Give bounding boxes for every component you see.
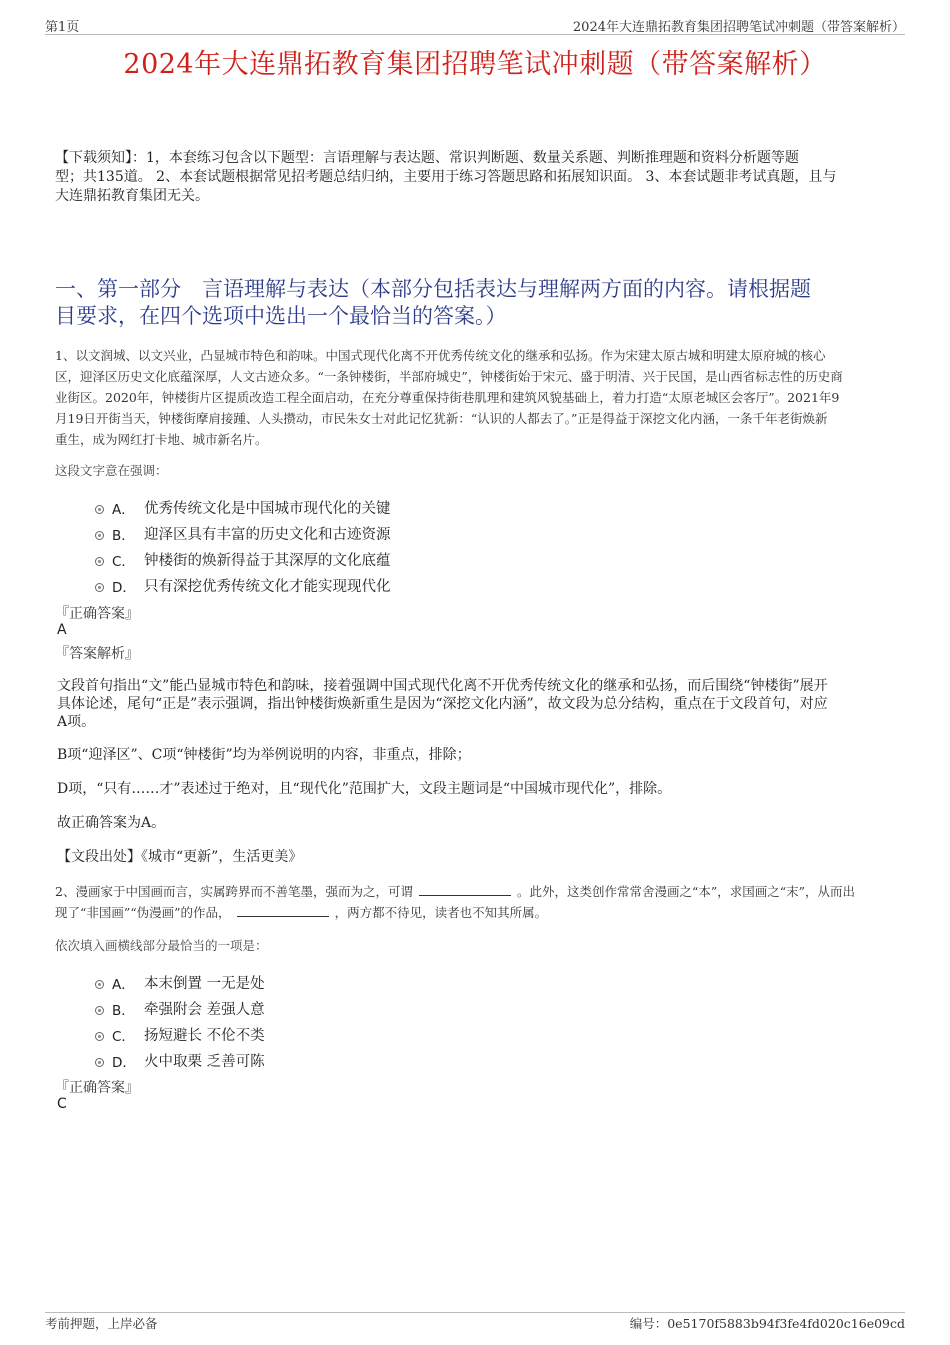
- question-1-text: [55, 345, 905, 450]
- option-text: 迎泽区具有丰富的历史文化和古迹资源: [144, 527, 391, 543]
- q1-analysis-para-3: D项，“只有……才”表述过于绝对，且“现代化”范围扩大，文段主题词是“中国城市现代化”，排除。: [57, 781, 672, 797]
- radio-icon[interactable]: [95, 505, 104, 514]
- q1-source: 【文段出处】《城市“更新”，生活更美》: [57, 849, 303, 865]
- option-letter: C．: [112, 553, 135, 570]
- fill-blank-1: [419, 883, 511, 896]
- radio-icon[interactable]: [95, 557, 104, 566]
- header-doc-title: 2024年大连鼎拓教育集团招聘笔试冲刺题（带答案解析）: [572, 20, 905, 35]
- option-text: 本末倒置 一无是处: [144, 976, 265, 992]
- section-heading-line: 一、第一部分 言语理解与表达（本部分包括表达与理解两方面的内容。请根据题: [55, 277, 811, 301]
- question-line: 重生，成为网红打卡地、城市新名片。: [55, 432, 268, 447]
- radio-icon[interactable]: [95, 980, 104, 989]
- q1-analysis-para-1: [57, 677, 905, 731]
- option-letter: A．: [112, 976, 135, 993]
- q2-answer-label: 『正确答案』: [55, 1080, 139, 1096]
- option-letter: C．: [112, 1028, 135, 1045]
- option-text: 优秀传统文化是中国城市现代化的关键: [144, 501, 391, 517]
- page-title: 2024年大连鼎拓教育集团招聘笔试冲刺题（带答案解析）: [123, 49, 827, 80]
- question-1-prompt: 这段文字意在强调：: [55, 463, 168, 478]
- section-heading: [55, 276, 905, 330]
- question-line: 月19日开街当天，钟楼街摩肩接踵、人头攒动，市民朱女士对此记忆犹新：“认识的人都去了。”正是得益于深挖文化内涵，一条千年老街焕新: [55, 411, 828, 426]
- q1-option-c[interactable]: [95, 549, 391, 570]
- q1-analysis-para-4: 故正确答案为A。: [57, 815, 166, 831]
- q1-option-d[interactable]: [95, 575, 391, 596]
- page-number: 第1页: [45, 20, 80, 35]
- option-text: 牵强附会 差强人意: [144, 1002, 265, 1018]
- analysis-line: 文段首句指出“文”能凸显城市特色和韵味，接着强调中国式现代化离不开优秀传统文化的继承和弘扬，而后围绕“钟楼街”展开: [57, 678, 828, 694]
- option-text: 只有深挖优秀传统文化才能实现现代化: [144, 579, 391, 595]
- q1-answer: A: [57, 622, 67, 638]
- footer-slogan: 考前押题，上岸必备: [45, 1316, 158, 1331]
- q2-answer: C: [57, 1096, 67, 1112]
- download-notice: [55, 149, 905, 206]
- analysis-line: A项。: [57, 714, 96, 730]
- section-heading-line: 目要求，在四个选项中选出一个最恰当的答案。）: [55, 304, 507, 328]
- notice-line: 【下载须知】：1，本套练习包含以下题型：言语理解与表达题、常识判断题、数量关系题、判断推理题和资料分析题等题: [55, 150, 799, 166]
- question-line: 区，迎泽区历史文化底蕴深厚，人文古迹众多。“一条钟楼街，半部府城史”，钟楼街始于宋元、盛于明清、兴于民国，是山西省标志性的历史商: [55, 369, 843, 384]
- q1-option-b[interactable]: [95, 523, 391, 544]
- footer-doc-id: 编号：0e5170f5883b94f3fe4fd020c16e09cd: [629, 1316, 905, 1331]
- option-text: 扬短避长 不伦不类: [144, 1028, 265, 1044]
- option-letter: B．: [112, 527, 135, 544]
- radio-icon[interactable]: [95, 1006, 104, 1015]
- q1-option-a[interactable]: [95, 497, 391, 518]
- option-text: 钟楼街的焕新得益于其深厚的文化底蕴: [144, 553, 391, 569]
- radio-icon[interactable]: [95, 531, 104, 540]
- notice-line: 大连鼎拓教育集团无关。: [55, 188, 209, 204]
- question-2-text: [55, 881, 905, 923]
- option-text: 火中取栗 乏善可陈: [144, 1054, 265, 1070]
- option-letter: D．: [112, 1054, 136, 1071]
- question-2-prompt: 依次填入画横线部分最恰当的一项是：: [55, 938, 268, 953]
- q1-analysis-label: 『答案解析』: [55, 646, 139, 662]
- radio-icon[interactable]: [95, 1058, 104, 1067]
- fill-blank-2: [237, 904, 329, 917]
- option-letter: A．: [112, 501, 135, 518]
- analysis-line: 具体论述，尾句“正是”表示强调，指出钟楼街焕新重生是因为“深挖文化内涵”，故文段为总分结构，重点在于文段首句，对应: [57, 696, 828, 712]
- footer-divider: [45, 1312, 905, 1313]
- option-letter: B．: [112, 1002, 135, 1019]
- q2-option-b[interactable]: [95, 998, 265, 1019]
- question-line: 2、漫画家于中国画而言，实属跨界而不善笔墨，强而为之，可谓 。此外，这类创作常常舍漫画之“本”，求国画之“末”，从而出: [55, 884, 856, 899]
- question-line: 现了“非国画”“伪漫画”的作品， ，两方都不待见，读者也不知其所属。: [55, 905, 548, 920]
- question-line: 1、以文润城、以文兴业，凸显城市特色和韵味。中国式现代化离不开优秀传统文化的继承和弘扬。作为宋建太原古城和明建太原府城的核心: [55, 348, 826, 363]
- option-letter: D．: [112, 579, 136, 596]
- notice-line: 型；共135道。 2、本套试题根据常见招考题总结归纳，主要用于练习答题思路和拓展知识面。 3、本套试题非考试真题，且与: [55, 169, 837, 185]
- q2-option-c[interactable]: [95, 1024, 265, 1045]
- question-line: 业街区。2020年，钟楼街片区提质改造工程全面启动，在充分尊重保持街巷肌理和建筑风貌基础上，着力打造“太原老城区会客厅”。2021年9: [55, 390, 840, 405]
- radio-icon[interactable]: [95, 1032, 104, 1041]
- q1-answer-label: 『正确答案』: [55, 606, 139, 622]
- radio-icon[interactable]: [95, 583, 104, 592]
- header-divider: [45, 34, 905, 35]
- q2-option-d[interactable]: [95, 1050, 265, 1071]
- q2-option-a[interactable]: [95, 972, 265, 993]
- q1-analysis-para-2: B项“迎泽区”、C项“钟楼街”均为举例说明的内容，非重点，排除；: [57, 747, 471, 763]
